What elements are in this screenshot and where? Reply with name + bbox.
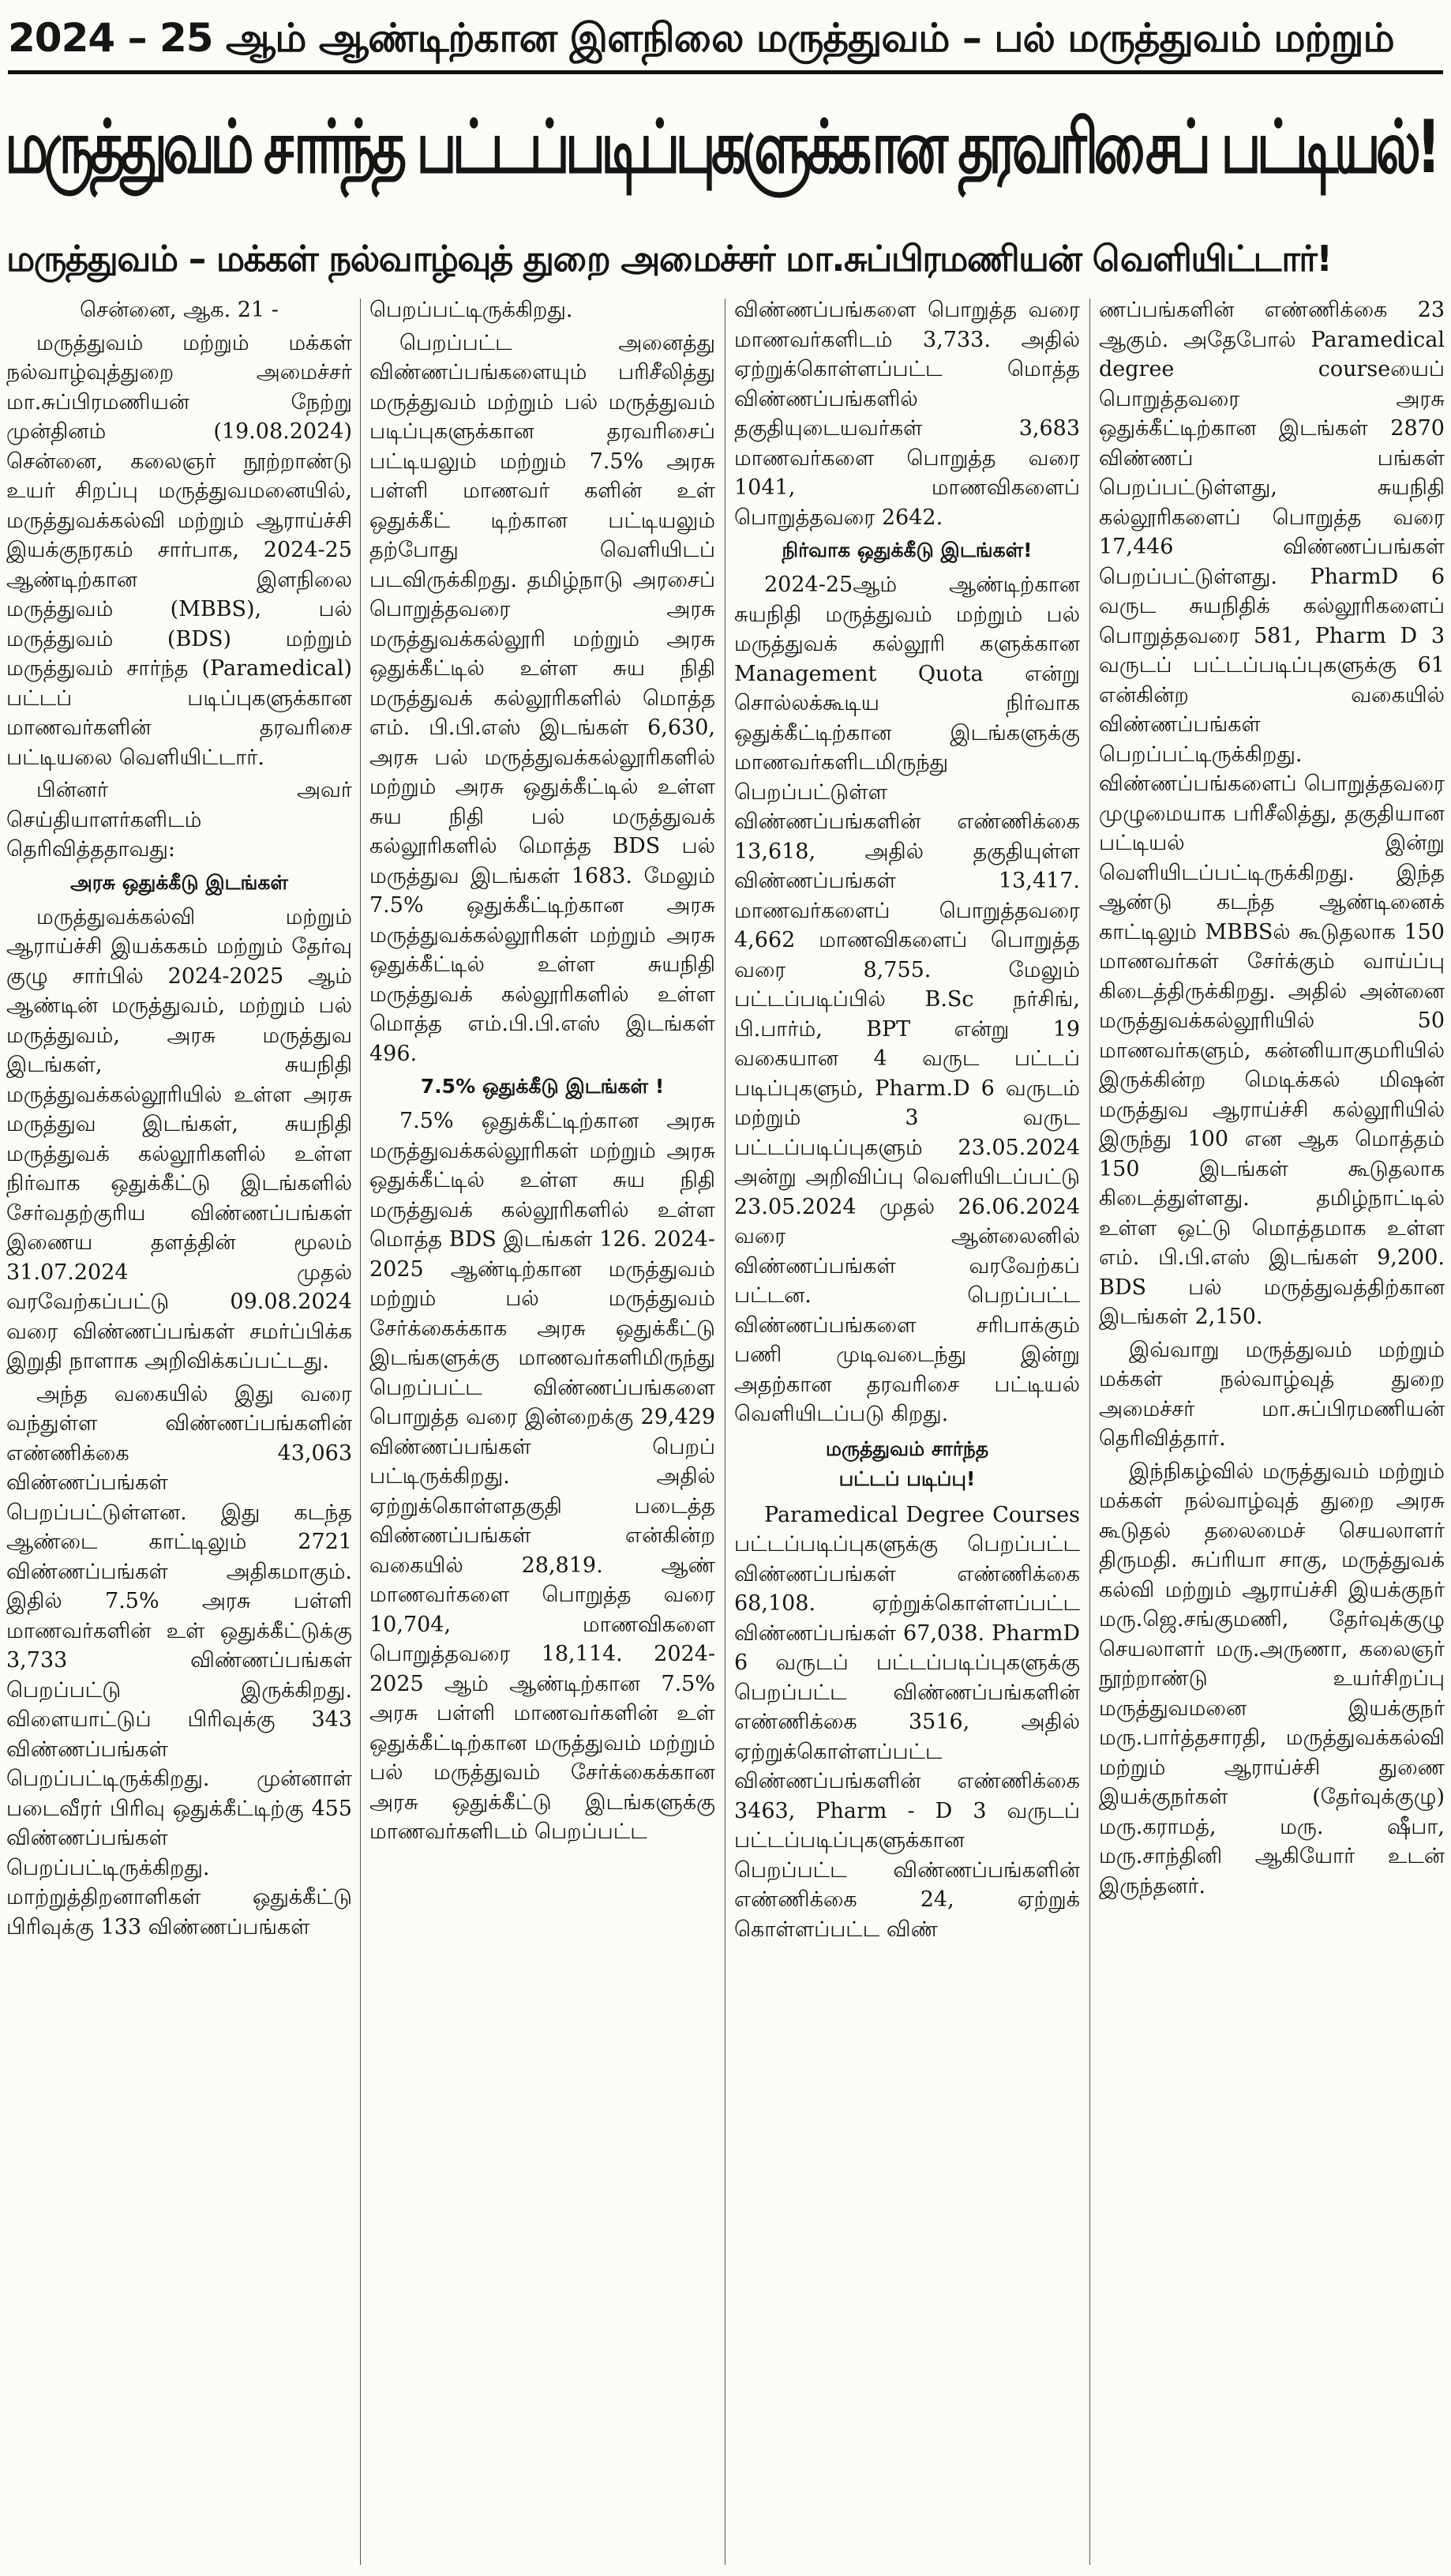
sub-headline: மருத்துவம் – மக்கள் நல்வாழ்வுத் துறை அமைச்சர் மா.சுப்பிரமணியன் வெளியிட்டார்!: [6, 238, 1332, 280]
kicker-heading: 2024 – 25 ஆம் ஆண்டிற்கான இளநிலை மருத்துவம் – பல் மருத்துவம் மற்றும்: [8, 2, 1443, 74]
dateline: சென்னை, ஆக. 21 -: [80, 298, 279, 322]
paragraph: ணப்பங்களின் எண்ணிக்கை 23 ஆகும். அதேபோல் Paramedical degree courseயைப் பொறுத்தவரை அரசு ஒதுக்கீட்டிற்கான இடங்கள் 2870 விண்ணப் பங்கள் பெறப்பட்டுள்ளது, சுயநிதி கல்லூரிகளைப் பொறுத்த வரை 17,446 விண்ணப்பங்கள் பெறப்பட்டுள்ளது. PharmD 6 வருட சுயநிதிக் கல்லூரிகளைப் பொறுத்தவரை 581, Pharm D 3 வருடப் பட்டப்படிப்புகளுக்கு 61 என்கின்ற வகையில் விண்ணப்பங்கள் பெறப்பட்டிருக்கிறது. விண்ணப்பங்களைப் பொறுத்தவரை முழுமையாக பரிசீலித்து, தகுதியான பட்டியல் இன்று வெளியிடப்பட்டிருக்கிறது. இந்த ஆண்டு கடந்த ஆண்டினைக் காட்டிலும் MBBSல் கூடுதலாக 150 மாணவர்கள் சேர்க்கும் வாய்ப்பு கிடைத்திருக்கிறது. அதில் அன்னை மருத்துவக்கல்லூரியில் 50 மாணவர்களும், கன்னியாகுமரியில் இருக்கின்ற மெடிக்கல் மிஷன் மருத்துவ ஆராய்ச்சி கல்லூரியில் இருந்து 100 என ஆக மொத்தம் 150 இடங்கள் கூடுதலாக கிடைத்துள்ளது. தமிழ்நாட்டில் உள்ள ஒட்டு மொத்தமாக உள்ள எம். பி.பி.எஸ் இடங்கள் 9,200. BDS பல் மருத்துவத்திற்கான இடங்கள் 2,150.: [1099, 298, 1445, 1329]
article-column-1: [6, 295, 352, 2570]
paragraph: மருத்துவக்கல்வி மற்றும் ஆராய்ச்சி இயக்ககம் மற்றும் தேர்வு குழு சார்பில் 2024-2025 ஆம் ஆண்டின் மருத்துவம், மற்றும் பல் மருத்துவம், அரசு மருத்துவ இடங்கள், சுயநிதி மருத்துவக்கல்லூரியில் உள்ள அரசு மருத்துவ இடங்கள், சுயநிதி மருத்துவக் கல்லூரிகளில் உள்ள நிர்வாக ஒதுக்கீட்டு இடங்களில் சேர்வதற்குரிய விண்ணப்பங்கள் இணைய தளத்தின் மூலம் 31.07.2024 முதல் வரவேற்கப்பட்டு 09.08.2024 வரை விண்ணப்பங்கள் சமர்ப்பிக்க இறுதி நாளாக அறிவிக்கப்பட்டது.: [6, 904, 352, 1373]
paragraph: 2024-25ஆம் ஆண்டிற்கான சுயநிதி மருத்துவம் மற்றும் பல் மருத்துவக் கல்லூரி களுக்கான Management Quota என்று சொல்லக்கூடிய நிர்வாக ஒதுக்கீட்டிற்கான இடங்களுக்கு மாணவர்களிடமிருந்து பெறப்பட்டுள்ள விண்ணப்பங்களின் எண்ணிக்கை 13,618, அதில் தகுதியுள்ள விண்ணப்பங்கள் 13,417. மாணவர்களைப் பொறுத்தவரை 4,662 மாணவிகளைப் பொறுத்த வரை 8,755. மேலும் பட்டப்படிப்பில் B.Sc நர்சிங், பி.பார்ம், BPT என்று 19 வகையான 4 வருட பட்டப் படிப்புகளும், Pharm.D 6 வருடம் மற்றும் 3 வருட பட்டப்படிப்புகளும் 23.05.2024 அன்று அறிவிப்பு வெளியிடப்பட்டு 23.05.2024 முதல் 26.06.2024 வரை ஆன்லைனில் விண்ணப்பங்கள் வரவேற்கப் பட்டன. பெறப்பட்ட விண்ணப்பங்களை சரிபாக்கும் பணி முடிவடைந்து இன்று அதற்கான தரவரிசை பட்டியல் வெளியிடப்படு கிறது.: [734, 573, 1080, 1426]
section-heading-line: பட்டப் படிப்பு!: [838, 1466, 976, 1490]
paragraph: மருத்துவம் மற்றும் மக்கள் நல்வாழ்வுத்துறை அமைச்சர் மா.சுப்பிரமணியன் நேற்று முன்தினம் (19.08.2024) சென்னை, கலைஞர் நூற்றாண்டு உயர் சிறப்பு மருத்துவமனையில், மருத்துவக்கல்வி மற்றும் ஆராய்ச்சி இயக்குநரகம் சார்பாக, 2024-25 ஆண்டிற்கான இளநிலை மருத்துவம் (MBBS), பல் மருத்துவம் (BDS) மற்றும் மருத்துவம் சார்ந்த (Paramedical) பட்டப் படிப்புகளுக்கான மாணவர்களின் தரவரிசை பட்டியலை வெளியிட்டார்.: [6, 330, 352, 770]
section-heading: அரசு ஒதுக்கீடு இடங்கள்: [69, 870, 288, 894]
main-headline: மருத்துவம் சார்ந்த பட்டப்படிப்புகளுக்கான தரவரிசைப் பட்டியல்!: [5, 105, 1437, 190]
section-heading: 7.5% ஒதுக்கீடு இடங்கள் !: [420, 1075, 665, 1098]
paragraph: Paramedical Degree Courses பட்டப்படிப்புகளுக்கு பெறப்பட்ட விண்ணப்பங்கள் எண்ணிக்கை 68,108. ஏற்றுக்கொள்ளப்பட்ட விண்ணப்பங்கள் 67,038. PharmD 6 வருடப் பட்டப்படிப்புகளுக்கு பெறப்பட்ட விண்ணப்பங்களின் எண்ணிக்கை 3516, அதில் ஏற்றுக்கொள்ளப்பட்ட விண்ணப்பங்களின் எண்ணிக்கை 3463, Pharm - D 3 வருடப் பட்டப்படிப்புகளுக்கான பெறப்பட்ட விண்ணப்பங்களின் எண்ணிக்கை 24, ஏற்றுக் கொள்ளப்பட்ட விண்: [734, 1502, 1080, 1942]
paragraph: விண்ணப்பங்களை பொறுத்த வரை மாணவர்களிடம் 3,733. அதில் ஏற்றுக்கொள்ளப்பட்ட மொத்த விண்ணப்பங்களில் தகுதியுடையவர்கள் 3,683 மாணவர்களை பொறுத்த வரை 1041, மாணவிகளைப் பொறுத்தவரை 2642.: [734, 298, 1080, 530]
section-heading: நிர்வாக ஒதுக்கீடு இடங்கள்!: [782, 539, 1033, 561]
paragraph: இவ்வாறு மருத்துவம் மற்றும் மக்கள் நல்வாழ்வுத் துறை அமைச்சர் மா.சுப்பிரமணியன் தெரிவித்தார்.: [1099, 1337, 1445, 1451]
article-column-2: [369, 295, 715, 2570]
paragraph: பெறப்பட்டிருக்கிறது.: [369, 298, 573, 322]
section-heading: [734, 1434, 1080, 1494]
article-column-3: [734, 295, 1080, 2570]
paragraph: அந்த வகையில் இது வரை வந்துள்ள விண்ணப்பங்களின் எண்ணிக்கை 43,063 விண்ணப்பங்கள் பெறப்பட்டுள்ளன. இது கடந்த ஆண்டை காட்டிலும் 2721 விண்ணப்பங்கள் அதிகமாகும். இதில் 7.5% அரசு பள்ளி மாணவர்களின் உள் ஒதுக்கீட்டுக்கு 3,733 விண்ணப்பங்கள் பெறப்பட்டு இருக்கிறது. விளையாட்டுப் பிரிவுக்கு 343 விண்ணப்பங்கள் பெறப்பட்டிருக்கிறது. முன்னாள் படைவீரர் பிரிவு ஒதுக்கீட்டிற்கு 455 விண்ணப்பங்கள் பெறப்பட்டிருக்கிறது. மாற்றுத்திறனாளிகள் ஒதுக்கீட்டு பிரிவுக்கு 133 விண்ணப்பங்கள்: [6, 1381, 352, 1940]
paragraph: 7.5% ஒதுக்கீட்டிற்கான அரசு மருத்துவக்கல்லூரிகள் மற்றும் அரசு ஒதுக்கீட்டில் உள்ள சுய நிதி மருத்துவக் கல்லூரிகளில் உள்ள மொத்த BDS இடங்கள் 126. 2024-2025 ஆண்டிற்கான மருத்துவம் மற்றும் பல் மருத்துவம் சேர்க்கைக்காக அரசு ஒதுக்கீட்டு இடங்களுக்கு மாணவர்களிமிருந்து பெறப்பட்ட விண்ணப்பங்களை பொறுத்த வரை இன்றைக்கு 29,429 விண்ணப்பங்கள் பெறப் பட்டிருக்கிறது. அதில் ஏற்றுக்கொள்ளதகுதி படைத்த விண்ணப்பங்கள் என்கின்ற வகையில் 28,819. ஆண் மாணவர்களை பொறுத்த வரை 10,704, மாணவிகளை பொறுத்தவரை 18,114. 2024-2025 ஆம் ஆண்டிற்கான 7.5% அரசு பள்ளி மாணவர்களின் உள் ஒதுக்கீட்டிற்கான மருத்துவம் மற்றும் பல் மருத்துவம் சேர்க்கைக்கான அரசு ஒதுக்கீட்டு இடங்களுக்கு மாணவர்களிடம் பெறப்பட்ட: [369, 1109, 715, 1844]
column-divider: [1089, 299, 1090, 2565]
column-divider: [725, 299, 726, 2565]
paragraph: இந்நிகழ்வில் மருத்துவம் மற்றும் மக்கள் நல்வாழ்வுத் துறை அரசு கூடுதல் தலைமைச் செயலாளர் திருமதி. சுப்ரியா சாகு, மருத்துவக் கல்வி மற்றும் ஆராய்ச்சி இயக்குநர் மரு.ஜெ.சங்குமணி, தேர்வுக்குழு செயலாளர் மரு.அருணா, கலைஞர் நூற்றாண்டு உயர்சிறப்பு மருத்துவமனை இயக்குநர் மரு.பார்த்தசாரதி, மருத்துவக்கல்வி மற்றும் ஆராய்ச்சி துணை இயக்குநர்கள் (தேர்வுக்குழு) மரு.கராமத், மரு. ஷீபா, மரு.சாந்தினி ஆகியோர் உடன் இருந்தனர்.: [1099, 1459, 1445, 1898]
paragraph: பெறப்பட்ட அனைத்து விண்ணப்பங்களையும் பரிசீலித்து மருத்துவம் மற்றும் பல் மருத்துவம் படிப்புகளுக்கான தரவரிசைப் பட்டியலும் மற்றும் 7.5% அரசு பள்ளி மாணவர் களின் உள் ஒதுக்கீட் டிற்கான பட்டியலும் தற்போது வெளியிடப் படவிருக்கிறது. தமிழ்நாடு அரசைப் பொறுத்தவரை அரசு மருத்துவக்கல்லூரி மற்றும் அரசு ஒதுக்கீட்டில் உள்ள சுய நிதி மருத்துவக் கல்லூரிகளில் மொத்த எம். பி.பி.எஸ் இடங்கள் 6,630, அரசு பல் மருத்துவக்கல்லூரிகளில் மற்றும் அரசு ஒதுக்கீட்டில் உள்ள சுய நிதி பல் மருத்துவக் கல்லூரிகளில் மொத்த BDS பல் மருத்துவ இடங்கள் 1683. மேலும் 7.5% ஒதுக்கீட்டிற்கான அரசு மருத்துவக்கல்லூரிகள் மற்றும் அரசு ஒதுக்கீட்டில் உள்ள சுயநிதி மருத்துவக் கல்லூரிகளில் உள்ள மொத்த எம்.பி.பி.எஸ் இடங்கள் 496.: [369, 330, 715, 1066]
paragraph: பின்னர் அவர் செய்தியாளர்களிடம் தெரிவித்ததாவது:: [6, 778, 352, 862]
article-column-4: [1099, 295, 1445, 2570]
section-heading-line: மருத்துவம் சார்ந்த: [825, 1436, 989, 1460]
column-divider: [360, 299, 361, 2565]
